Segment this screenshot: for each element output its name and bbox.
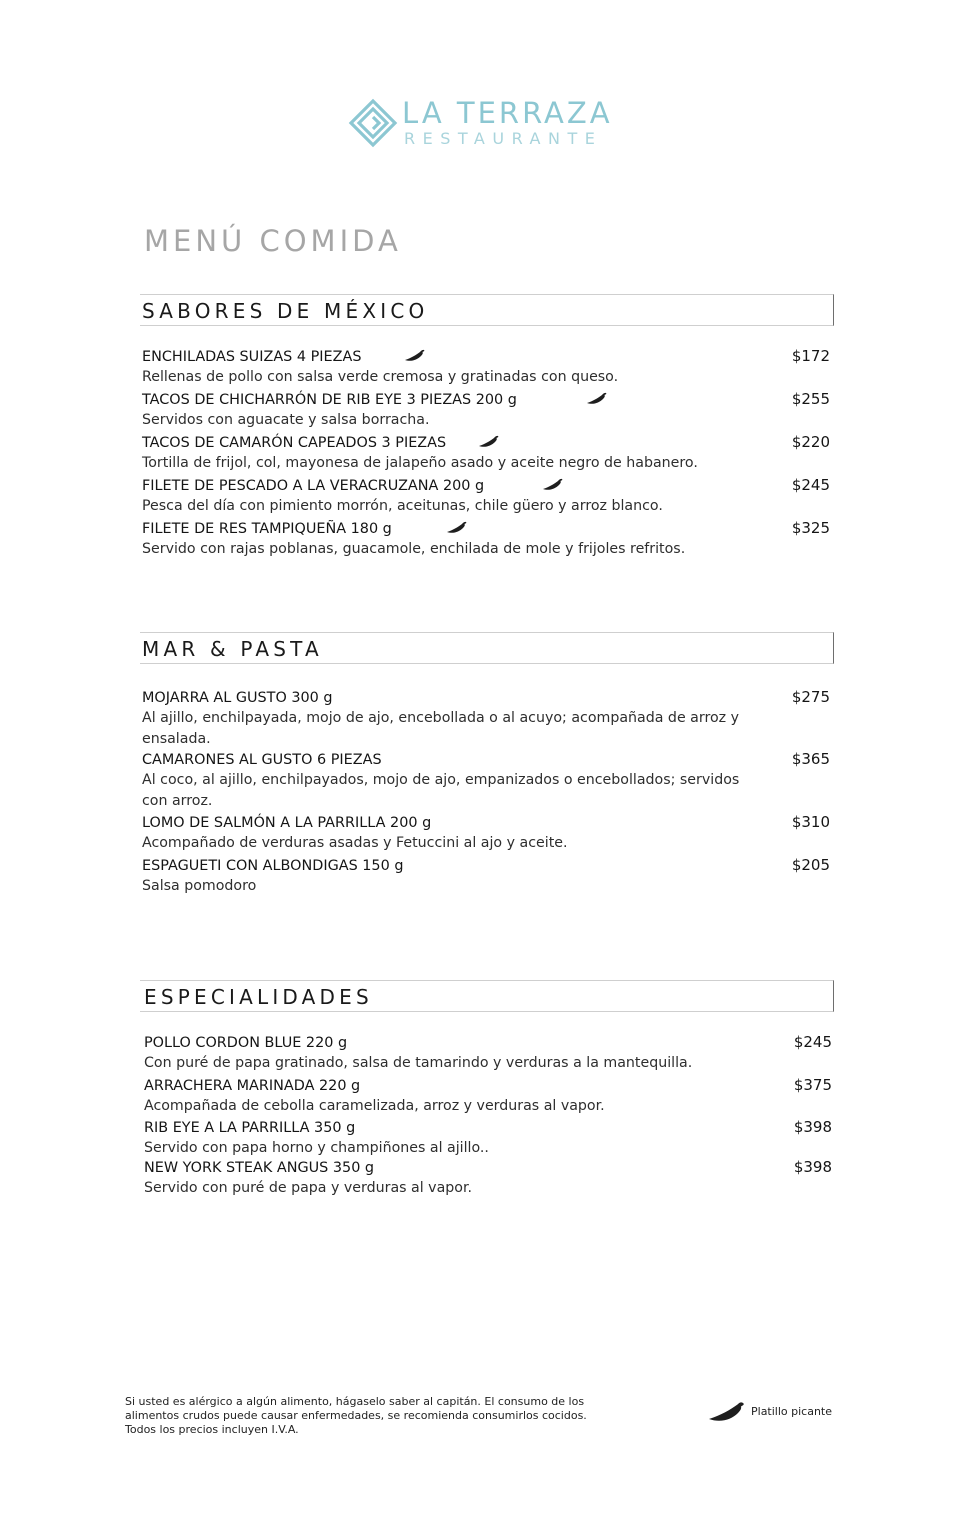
menu-item bbox=[142, 687, 832, 749]
menu-item bbox=[142, 812, 832, 855]
item-description: Acompañada de cebolla caramelizada, arroz y verduras al vapor. bbox=[144, 1098, 605, 1114]
disclaimer-line: alimentos crudos puede causar enfermedades, se recomienda consumirlos cocidos. bbox=[125, 1409, 587, 1422]
item-price: $220 bbox=[791, 433, 830, 451]
item-description: Acompañado de verduras asadas y Fetuccini al ajo y aceite. bbox=[142, 835, 568, 851]
item-price: $398 bbox=[793, 1158, 832, 1176]
menu-item bbox=[142, 749, 832, 812]
item-price: $310 bbox=[791, 813, 830, 831]
chili-pepper-icon bbox=[446, 521, 468, 535]
item-price: $245 bbox=[793, 1033, 832, 1051]
item-description: Con puré de papa gratinado, salsa de tamarindo y verduras a la mantequilla. bbox=[144, 1055, 693, 1071]
item-name: ARRACHERA MARINADA 220 g bbox=[144, 1078, 361, 1094]
item-name: TACOS DE CHICHARRÓN DE RIB EYE 3 PIEZAS 200 g bbox=[142, 392, 517, 408]
menu-item bbox=[144, 1075, 834, 1117]
allergy-disclaimer bbox=[125, 1395, 595, 1437]
item-name: FILETE DE PESCADO A LA VERACRUZANA 200 g bbox=[142, 478, 485, 494]
spicy-legend bbox=[708, 1400, 838, 1424]
item-description: Pesca del día con pimiento morrón, aceitunas, chile güero y arroz blanco. bbox=[142, 498, 663, 514]
item-name: LOMO DE SALMÓN A LA PARRILLA 200 g bbox=[142, 815, 432, 831]
menu-item bbox=[142, 432, 832, 475]
chili-pepper-icon bbox=[542, 478, 564, 492]
item-price: $172 bbox=[791, 347, 830, 365]
item-name: POLLO CORDON BLUE 220 g bbox=[144, 1035, 348, 1051]
item-price: $375 bbox=[793, 1076, 832, 1094]
menu-items bbox=[142, 346, 832, 561]
item-price: $205 bbox=[791, 856, 830, 874]
section-mar-y-pasta bbox=[140, 632, 834, 894]
menu-items bbox=[144, 1032, 834, 1200]
item-price: $365 bbox=[791, 750, 830, 768]
logo-mark-icon bbox=[348, 98, 398, 148]
menu-item bbox=[142, 855, 832, 898]
item-description: Servido con puré de papa y verduras al vapor. bbox=[144, 1180, 472, 1196]
item-price: $245 bbox=[791, 476, 830, 494]
item-name: TACOS DE CAMARÓN CAPEADOS 3 PIEZAS bbox=[142, 435, 447, 451]
section-header bbox=[140, 294, 834, 326]
section-title: ESPECIALIDADES bbox=[144, 985, 373, 1009]
item-price: $275 bbox=[791, 688, 830, 706]
brand-subtitle: RESTAURANTE bbox=[404, 129, 603, 148]
item-description: Servido con papa horno y champiñones al ajillo.. bbox=[144, 1140, 489, 1156]
chili-pepper-icon bbox=[478, 435, 500, 449]
chili-pepper-icon bbox=[404, 349, 426, 363]
menu-item bbox=[142, 475, 832, 518]
section-header bbox=[140, 632, 834, 664]
section-title: SABORES DE MÉXICO bbox=[142, 299, 429, 323]
menu-item bbox=[144, 1157, 834, 1200]
item-description: Rellenas de pollo con salsa verde cremosa y gratinadas con queso. bbox=[142, 369, 619, 385]
section-sabores-de-mexico bbox=[140, 294, 834, 557]
item-price: $398 bbox=[793, 1118, 832, 1136]
item-description: Tortilla de frijol, col, mayonesa de jalapeño asado y aceite negro de habanero. bbox=[142, 455, 698, 471]
item-description: Salsa pomodoro bbox=[142, 878, 257, 894]
chili-pepper-icon bbox=[586, 392, 608, 406]
item-name: ENCHILADAS SUIZAS 4 PIEZAS bbox=[142, 349, 362, 365]
chili-pepper-icon bbox=[708, 1400, 746, 1424]
disclaimer-line: Si usted es alérgico a algún alimento, hágaselo saber al capitán. El consumo de los bbox=[125, 1395, 585, 1408]
page-title: MENÚ COMIDA bbox=[144, 224, 402, 258]
menu-item bbox=[142, 389, 832, 432]
restaurant-logo bbox=[348, 98, 628, 154]
item-description: Servidos con aguacate y salsa borracha. bbox=[142, 412, 430, 428]
section-especialidades bbox=[140, 980, 834, 1196]
item-name: CAMARONES AL GUSTO 6 PIEZAS bbox=[142, 752, 382, 768]
brand-name: LA TERRAZA bbox=[402, 96, 613, 130]
item-description: Al ajillo, enchilpayada, mojo de ajo, encebollada o al acuyo; acompañada de arroz y ensalada. bbox=[142, 710, 740, 747]
disclaimer-line: Todos los precios incluyen I.V.A. bbox=[125, 1423, 299, 1436]
menu-item bbox=[142, 518, 832, 561]
item-name: MOJARRA AL GUSTO 300 g bbox=[142, 690, 333, 706]
menu-item bbox=[144, 1032, 834, 1075]
item-name: RIB EYE A LA PARRILLA 350 g bbox=[144, 1120, 356, 1136]
menu-item bbox=[142, 346, 832, 389]
section-header bbox=[140, 980, 834, 1012]
item-name: ESPAGUETI CON ALBONDIGAS 150 g bbox=[142, 858, 404, 874]
item-name: FILETE DE RES TAMPIQUEÑA 180 g bbox=[142, 521, 392, 537]
legend-label: Platillo picante bbox=[751, 1405, 833, 1418]
item-description: Servido con rajas poblanas, guacamole, enchilada de mole y frijoles refritos. bbox=[142, 541, 686, 557]
item-price: $325 bbox=[791, 519, 830, 537]
item-name: NEW YORK STEAK ANGUS 350 g bbox=[144, 1160, 375, 1176]
menu-items bbox=[142, 687, 832, 898]
section-title: MAR & PASTA bbox=[142, 637, 323, 661]
item-description: Al coco, al ajillo, enchilpayados, mojo de ajo, empanizados o encebollados; servidos con arroz. bbox=[142, 772, 740, 809]
item-price: $255 bbox=[791, 390, 830, 408]
menu-item bbox=[144, 1117, 834, 1157]
